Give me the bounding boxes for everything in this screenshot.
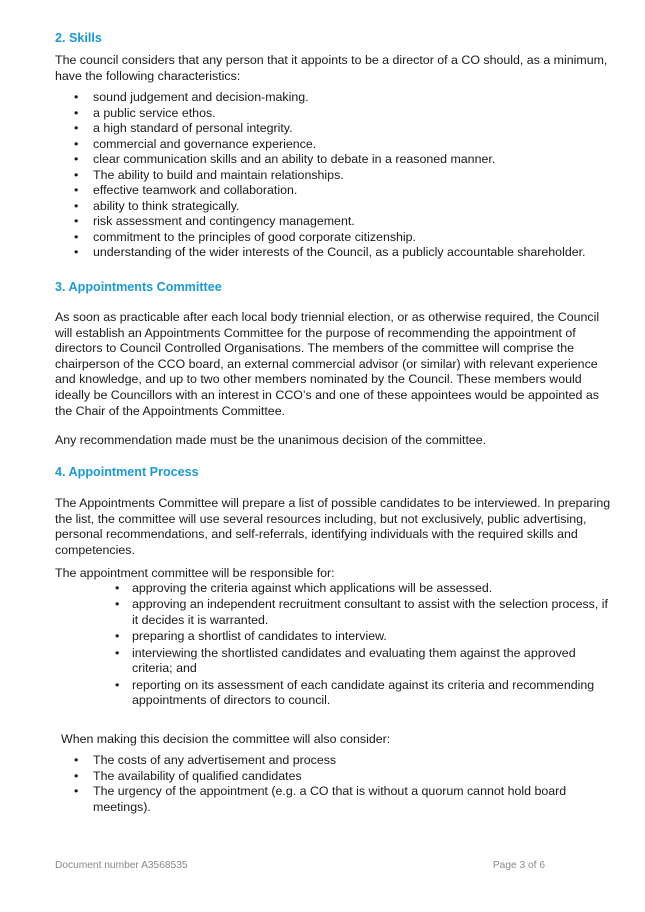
section-heading-process: 4. Appointment Process: [55, 465, 199, 479]
skills-list-item-text: The ability to build and maintain relationships.: [93, 167, 344, 182]
bullet-icon: •: [74, 753, 79, 767]
consideration-item-line: The urgency of the appointment (e.g. a CO that is without a quorum cannot hold board: [93, 784, 567, 799]
responsible-intro: The appointment committee will be responsible for:: [55, 566, 335, 580]
committee-paragraph-line: will establish an Appointments Committee for the purpose of recommending the appointment of: [55, 325, 576, 340]
bullet-icon: •: [74, 136, 79, 151]
responsibility-item-line: criteria; and: [132, 661, 197, 676]
responsibility-item-line: it decides it is warranted.: [132, 612, 269, 627]
page-number: Page 3 of 6: [492, 860, 545, 871]
consider-intro: When making this decision the committee will also consider:: [61, 732, 391, 746]
committee-paragraph: [55, 310, 600, 419]
consideration-item-line: The costs of any advertisement and process: [93, 753, 337, 767]
process-paragraph-line: The Appointments Committee will prepare a list of possible candidates to be interviewed. In preparing: [55, 496, 611, 510]
skills-list-item-text: commitment to the principles of good corporate citizenship.: [93, 229, 417, 244]
committee-paragraph-line: As soon as practicable after each local body triennial election, or as otherwise required, the Council: [55, 310, 600, 324]
responsibility-item-line: preparing a shortlist of candidates to interview.: [132, 629, 387, 644]
responsibility-item: [0, 646, 608, 677]
skills-intro-line: have the following characteristics:: [55, 68, 241, 83]
skills-list-item-text: understanding of the wider interests of the Council, as a publicly accountable shareholder.: [93, 245, 586, 259]
responsibility-item: [0, 581, 608, 597]
considerations-list: [0, 753, 566, 815]
responsibility-item: [0, 678, 608, 709]
document-number: Document number A3568535: [55, 860, 188, 871]
bullet-icon: •: [115, 581, 120, 595]
bullet-icon: •: [115, 677, 120, 692]
committee-paragraph-line: ideally be Councillors with an interest in CCO’s and one of these appointees would be appointed as: [55, 387, 599, 402]
responsibility-item-line: interviewing the shortlisted candidates and evaluating them against the approved: [132, 645, 576, 660]
skills-intro: [55, 53, 608, 84]
skills-list-item-text: effective teamwork and collaboration.: [93, 183, 298, 197]
bullet-icon: •: [74, 152, 79, 166]
skills-intro-line: The council considers that any person that it appoints to be a director of a CO should, as a minimum,: [55, 53, 608, 67]
bullet-icon: •: [74, 198, 79, 213]
bullet-icon: •: [74, 105, 79, 120]
consideration-item-line: The availability of qualified candidates: [93, 768, 302, 783]
responsibility-item-line: approving the criteria against which applications will be assessed.: [132, 581, 493, 595]
consideration-item: [0, 784, 566, 815]
process-paragraph-line: the list, the committee will use several resources including, but not exclusively, public advertising,: [55, 511, 587, 526]
responsibility-item: [0, 629, 608, 645]
bullet-icon: •: [74, 90, 79, 104]
responsibility-item: [0, 597, 608, 628]
bullet-icon: •: [74, 245, 79, 259]
bullet-icon: •: [74, 167, 79, 182]
committee-paragraph-line: chairperson of the CCO board, an external commercial advisor (or similar) with relevant experience: [55, 356, 598, 371]
consideration-item: [0, 769, 566, 785]
skills-list-item-text: risk assessment and contingency management.: [93, 214, 355, 228]
skills-list-item-text: a public service ethos.: [93, 105, 216, 120]
bullet-icon: •: [74, 229, 79, 244]
process-paragraph-line: personal recommendations, and self-referrals, identifying individuals with the required skills and: [55, 527, 578, 542]
bullet-icon: •: [74, 784, 79, 799]
bullet-icon: •: [115, 629, 120, 644]
bullet-icon: •: [74, 121, 79, 135]
skills-list-item-text: clear communication skills and an ability to debate in a reasoned manner.: [93, 152, 496, 166]
bullet-icon: •: [74, 183, 79, 197]
bullet-icon: •: [115, 645, 120, 660]
responsibility-item-line: approving an independent recruitment consultant to assist with the selection process, if: [132, 597, 608, 612]
bullet-icon: •: [74, 214, 79, 228]
bullet-icon: •: [115, 597, 120, 612]
process-paragraph: [55, 496, 611, 558]
process-paragraph-line: competencies.: [55, 542, 135, 557]
responsibility-item-line: appointments of directors to council.: [132, 693, 331, 708]
bullet-icon: •: [74, 768, 79, 783]
responsibility-item-line: reporting on its assessment of each candidate against its criteria and recommending: [132, 677, 595, 692]
section-heading-skills: 2. Skills: [55, 31, 102, 45]
skills-list-item-text: commercial and governance experience.: [93, 136, 317, 151]
consideration-item: [0, 753, 566, 769]
skills-list-item-text: sound judgement and decision-making.: [93, 90, 309, 104]
responsibilities-list: [0, 581, 608, 710]
skills-list-item-text: a high standard of personal integrity.: [93, 121, 293, 135]
section-heading-committee: 3. Appointments Committee: [55, 280, 222, 294]
consideration-item-line: meetings).: [93, 799, 151, 814]
committee-paragraph-line: directors to Council Controlled Organisations. The members of the committee will comprise the: [55, 341, 575, 356]
committee-paragraph-line: and knowledge, and up to two other members nominated by the Council. These members would: [55, 372, 582, 387]
committee-recommendation: Any recommendation made must be the unanimous decision of the committee.: [55, 433, 487, 447]
skills-list-item-text: ability to think strategically.: [93, 198, 240, 213]
committee-paragraph-line: the Chair of the Appointments Committee.: [55, 403, 286, 418]
